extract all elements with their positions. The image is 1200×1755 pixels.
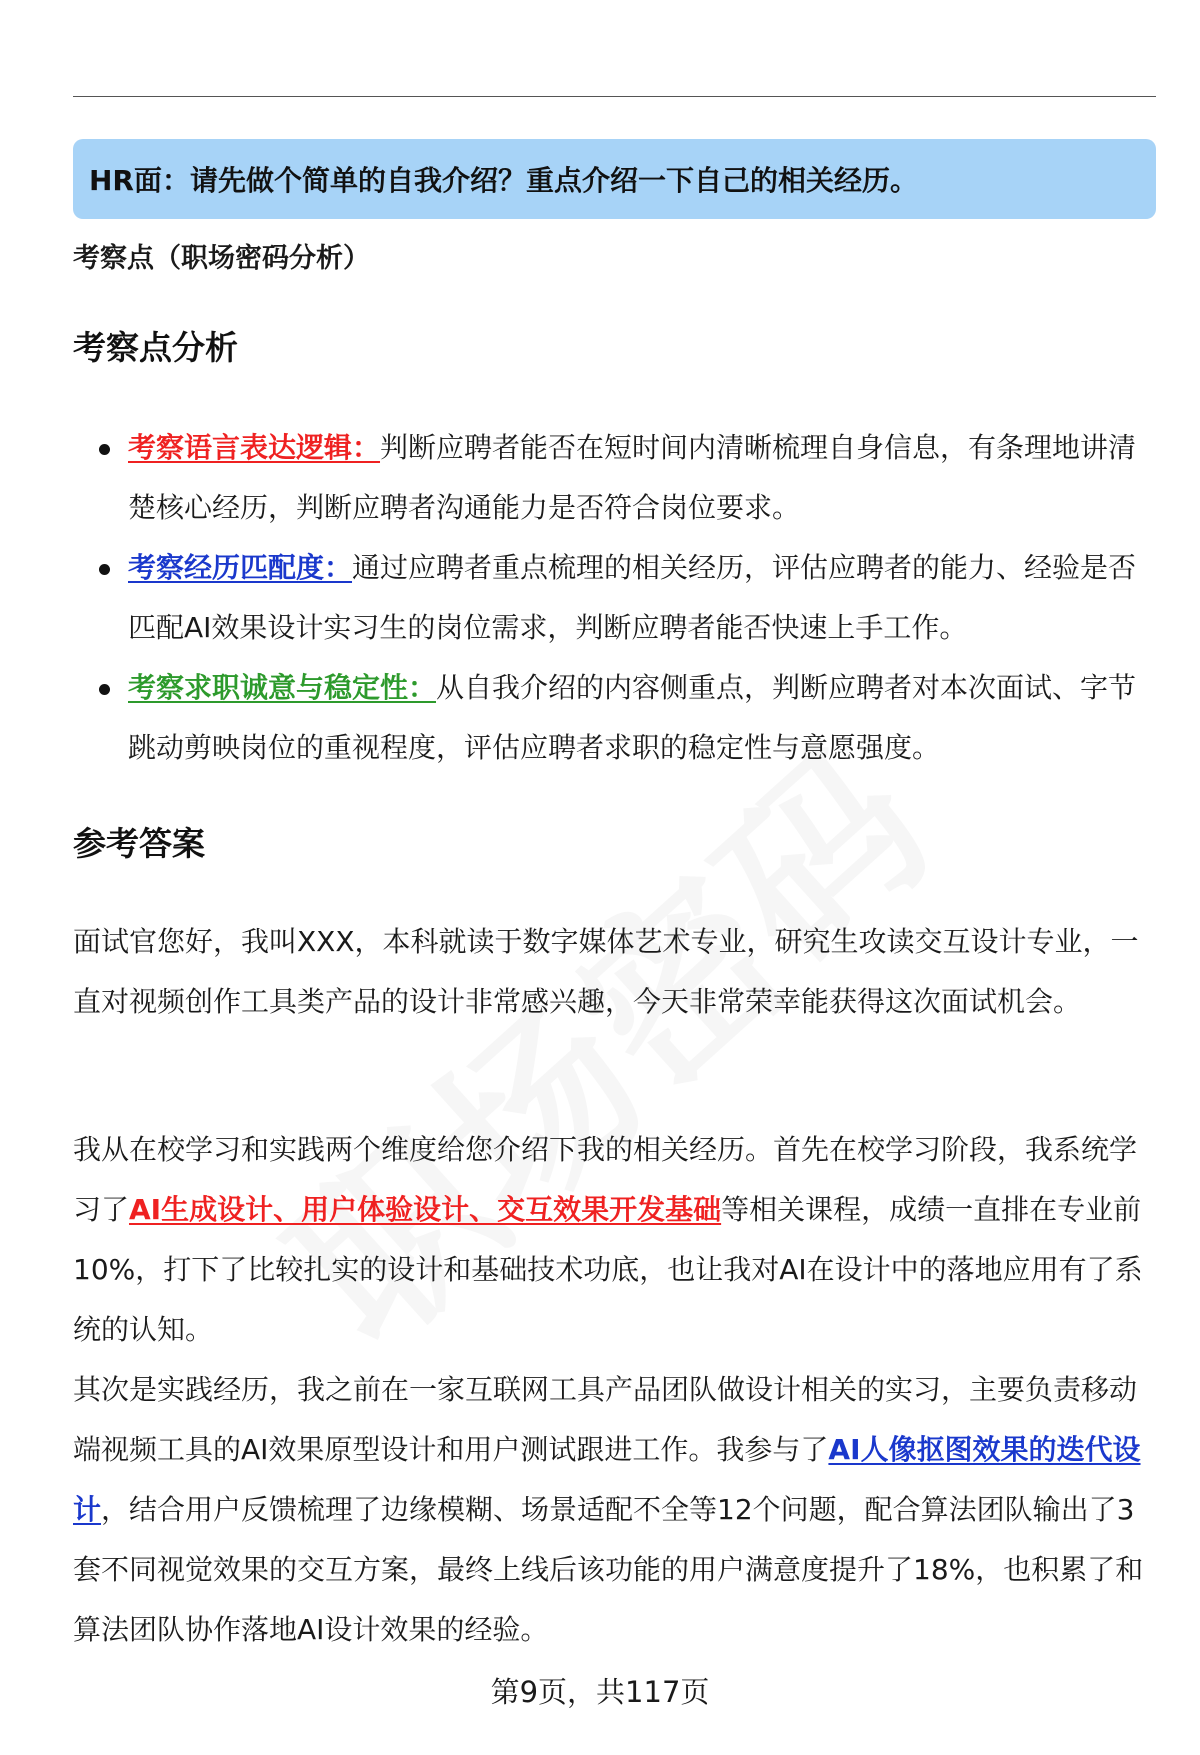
answer-text: 我从在校学习和实践两个维度给您介绍下我的相关经历。首先在校学习阶段，我系统学习了	[73, 1133, 1138, 1226]
answer-paragraph-intro	[73, 912, 1156, 1032]
answer-text: 其次是实践经历，我之前在一家互联网工具产品团队做设计相关的实习，主要负责移动端视频工具的AI效果原型设计和用户测试跟进工作。我参与了	[73, 1373, 1138, 1466]
list-item	[73, 538, 1156, 658]
point-keyword: 考察求职诚意与稳定性：	[128, 671, 437, 704]
highlight-courses: AI生成设计、用户体验设计、交互效果开发基础	[129, 1193, 722, 1226]
point-keyword: 考察经历匹配度：	[128, 551, 353, 584]
bullet-dot-icon	[99, 564, 110, 575]
list-item	[73, 418, 1156, 538]
points-heading: 考察点分析	[73, 328, 238, 367]
point-keyword: 考察语言表达逻辑：	[128, 431, 381, 464]
answer-text: ，结合用户反馈梳理了边缘模糊、场景适配不全等12个问题，配合算法团队输出了3套不同视觉效果的交互方案，最终上线后该功能的用户满意度提升了18%，也积累了和算法团队协作落地AI设计效果的经验。	[73, 1493, 1144, 1646]
answer-paragraph-study	[73, 1120, 1156, 1360]
page-footer: 第9页，共117页	[490, 1675, 710, 1709]
answer-paragraph-practice	[73, 1360, 1156, 1660]
subtitle: 考察点（职场密码分析）	[73, 243, 370, 274]
bullet-dot-icon	[99, 684, 110, 695]
points-list	[73, 418, 1156, 778]
point-text: 从自我介绍的内容侧重点，判断应聘者对本次面试、字节跳动剪映岗位的重视程度，评估应聘者求职的稳定性与意愿强度。	[128, 671, 1137, 764]
question-text: HR面：请先做个简单的自我介绍？重点介绍一下自己的相关经历。	[89, 164, 918, 197]
point-text: 判断应聘者能否在短时间内清晰梳理自身信息，有条理地讲清楚核心经历，判断应聘者沟通能力是否符合岗位要求。	[128, 431, 1137, 524]
question-box	[73, 139, 1156, 219]
point-text: 通过应聘者重点梳理的相关经历，评估应聘者的能力、经验是否匹配AI效果设计实习生的岗位需求，判断应聘者能否快速上手工作。	[128, 551, 1137, 644]
bullet-dot-icon	[99, 444, 110, 455]
answer-text: 等相关课程，成绩一直排在专业前10%，打下了比较扎实的设计和基础技术功底，也让我对AI在设计中的落地应用有了系统的认知。	[73, 1193, 1143, 1346]
highlight-project: AI人像抠图效果的迭代设计	[73, 1433, 1141, 1526]
answer-text: 面试官您好，我叫XXX，本科就读于数字媒体艺术专业，研究生攻读交互设计专业，一直对视频创作工具类产品的设计非常感兴趣，今天非常荣幸能获得这次面试机会。	[73, 925, 1139, 1018]
answer-heading: 参考答案	[73, 824, 205, 863]
list-item	[73, 658, 1156, 778]
top-divider	[73, 96, 1156, 97]
